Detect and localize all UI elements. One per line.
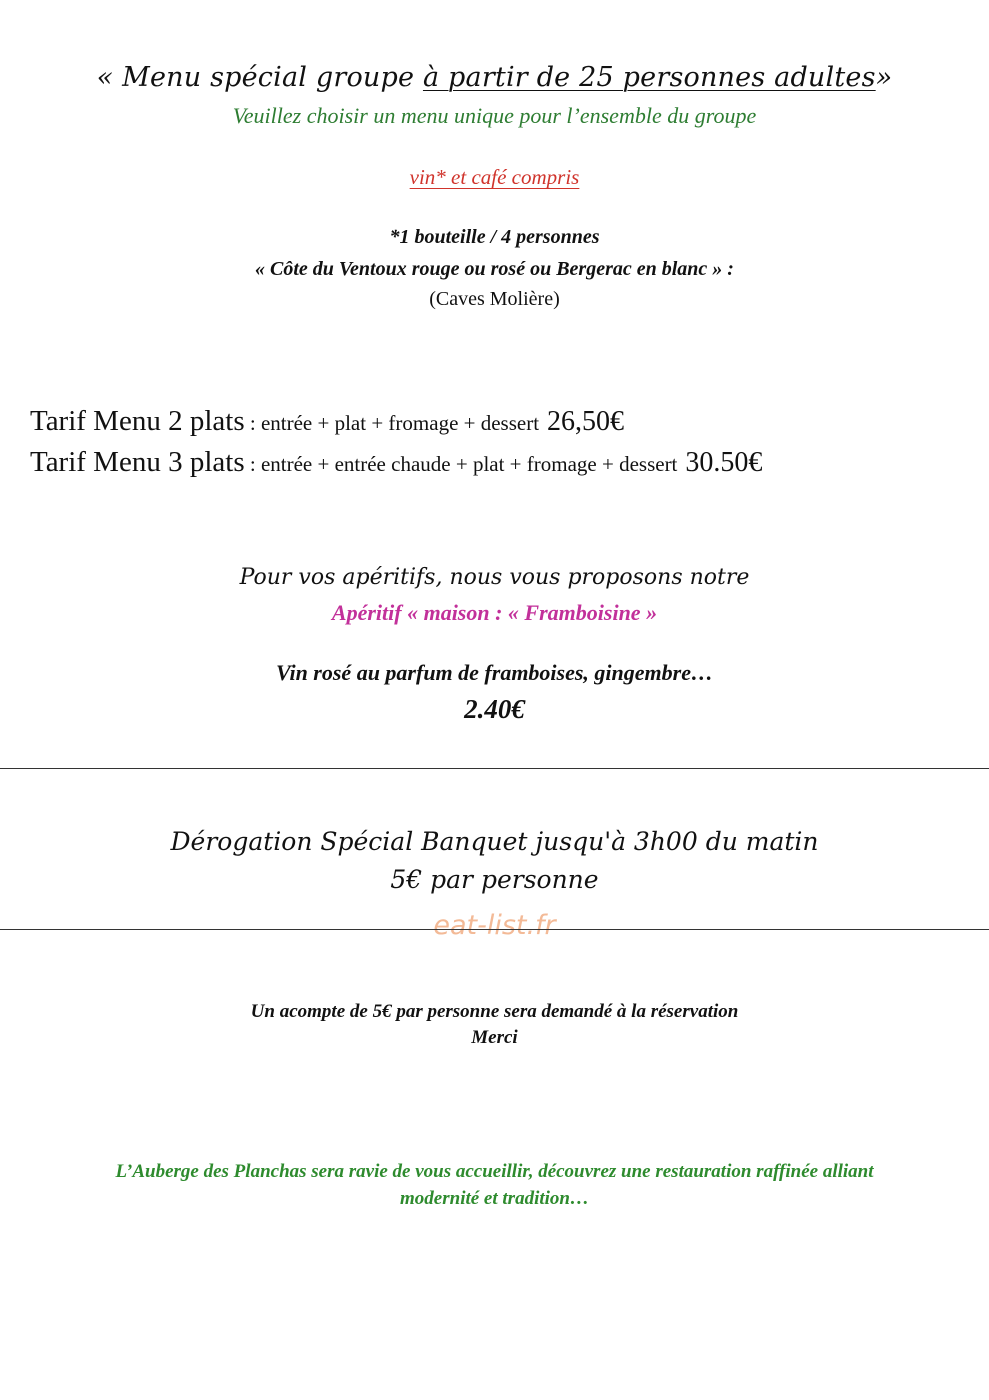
tarif-description: : entrée + entrée chaude + plat + fromage + dessert xyxy=(244,452,678,476)
wine-included-line xyxy=(0,165,989,190)
menu-title-minimum-guests: à partir de 25 personnes adultes xyxy=(422,62,876,93)
tarif-price: 26,50€ xyxy=(547,406,625,437)
deposit-notice: Un acompte de 5€ par personne sera demandé à la réservation xyxy=(250,1001,739,1022)
closing-line-2: modernité et tradition… xyxy=(400,1188,589,1209)
menu-subtitle: Veuillez choisir un menu unique pour l’ensemble du groupe xyxy=(232,103,757,128)
watermark: eat-list.fr xyxy=(433,910,556,941)
thanks-text: Merci xyxy=(471,1027,518,1048)
derogation-line: Dérogation Spécial Banquet jusqu'à 3h00 du matin xyxy=(170,827,819,856)
menu-title-open: « Menu spécial groupe xyxy=(96,62,423,93)
divider xyxy=(0,768,989,769)
tarif-label: Tarif Menu 2 plats xyxy=(30,405,245,437)
tarif-description: : entrée + plat + fromage + dessert xyxy=(244,411,540,435)
tarif-price: 30.50€ xyxy=(685,447,763,478)
aperitif-description: Vin rosé au parfum de framboises, gingembre… xyxy=(276,660,713,685)
tarif-menu-3-plats xyxy=(30,446,762,479)
aperitif-name: Apéritif « maison : « Framboisine » xyxy=(331,600,658,625)
wine-cellar: (Caves Molière) xyxy=(429,288,560,310)
tarif-label: Tarif Menu 3 plats xyxy=(30,446,245,478)
aperitif-price: 2.40€ xyxy=(464,694,525,724)
derogation-price: 5€ par personne xyxy=(390,865,599,894)
divider xyxy=(0,929,989,930)
wine-included-text: vin* et café compris xyxy=(409,165,580,189)
closing-line-1: L’Auberge des Planchas sera ravie de vous accueillir, découvrez une restauration raffinée alliant xyxy=(115,1161,874,1182)
aperitif-intro: Pour vos apéritifs, nous vous proposons notre xyxy=(239,565,750,590)
bottle-rule: *1 bouteille / 4 personnes xyxy=(389,226,600,248)
menu-title-close: » xyxy=(875,62,893,93)
tarif-menu-2-plats xyxy=(30,405,624,438)
menu-title xyxy=(0,62,989,93)
wine-choice: « Côte du Ventoux rouge ou rosé ou Bergerac en blanc » : xyxy=(255,258,734,280)
